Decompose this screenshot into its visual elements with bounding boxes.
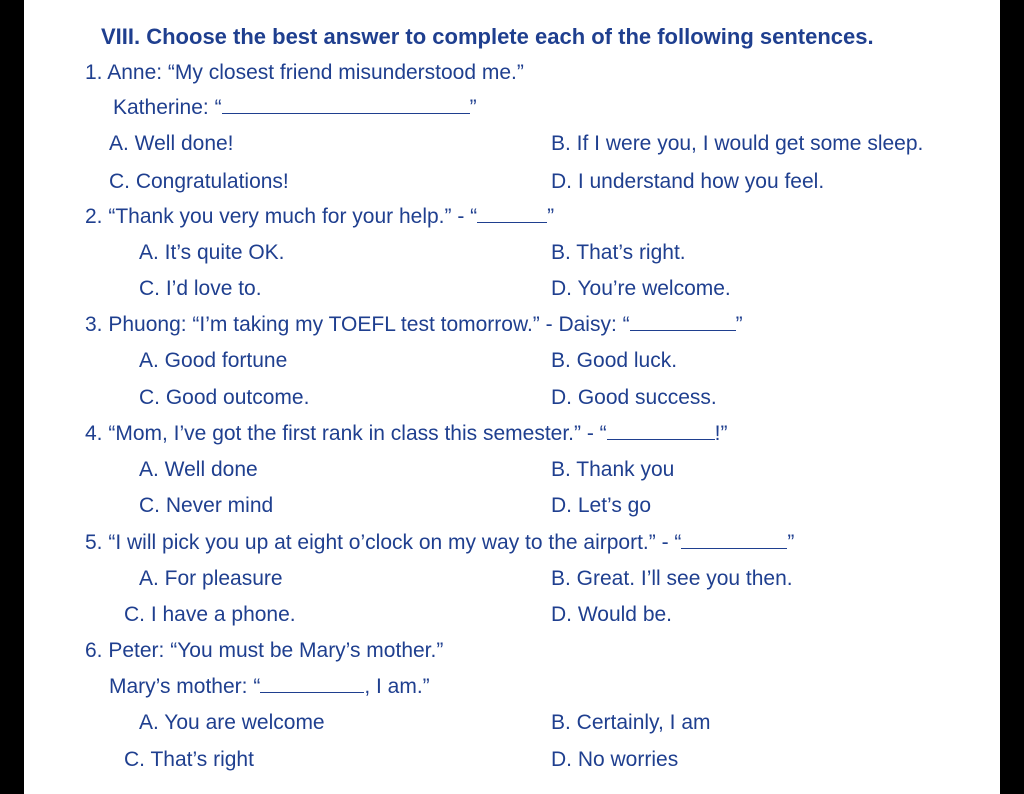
option-a: A. It’s quite OK. [139, 241, 285, 264]
question-number: 6. [85, 639, 103, 662]
option-b: B. That’s right. [551, 241, 686, 264]
question-number: 2. [85, 205, 103, 228]
prompt-suffix: ” [735, 313, 743, 336]
question-number: 3. [85, 313, 103, 336]
prompt-suffix: ” [547, 205, 555, 228]
option-d: D. I understand how you feel. [551, 170, 825, 193]
question-prompt: Peter: “You must be Mary’s mother.” [108, 639, 444, 662]
answer-blank [607, 421, 715, 440]
question-prompt: “Mom, I’ve got the first rank in class this semester.” - “ [108, 422, 607, 445]
option-d: D. You’re welcome. [551, 277, 731, 300]
option-d: D. Good success. [551, 386, 717, 409]
question-prompt: Phuong: “I’m taking my TOEFL test tomorrow.” - Daisy: “ [108, 313, 630, 336]
option-c: C. That’s right [124, 748, 254, 771]
question-3 [85, 312, 743, 338]
option-c: C. Never mind [139, 494, 274, 517]
option-c: C. Good outcome. [139, 386, 310, 409]
question-6 [85, 638, 443, 664]
question-2 [85, 204, 554, 230]
option-b: B. Thank you [551, 458, 675, 481]
question-5 [85, 530, 794, 556]
option-a: A. Well done [139, 458, 258, 481]
question-number: 1. [85, 61, 103, 84]
answer-blank [477, 204, 547, 223]
question-6-response [109, 674, 430, 700]
question-prompt: “I will pick you up at eight o’clock on my way to the airport.” - “ [108, 531, 682, 554]
option-b: B. Great. I’ll see you then. [551, 567, 793, 590]
answer-blank [681, 530, 787, 549]
option-b: B. If I were you, I would get some sleep. [551, 132, 924, 155]
question-number: 4. [85, 422, 103, 445]
worksheet-page [24, 0, 1000, 794]
response-suffix: , I am.” [364, 675, 430, 698]
answer-blank [260, 674, 364, 693]
question-number: 5. [85, 531, 103, 554]
prompt-suffix: !” [714, 422, 728, 445]
option-d: D. Let’s go [551, 494, 652, 517]
response-prefix: Katherine: “ [113, 96, 222, 119]
option-b: B. Good luck. [551, 349, 678, 372]
question-1 [85, 60, 524, 86]
prompt-suffix: ” [787, 531, 795, 554]
option-d: D. Would be. [551, 603, 673, 626]
option-a: A. Well done! [109, 132, 234, 155]
option-a: A. You are welcome [139, 711, 325, 734]
answer-blank [222, 95, 470, 114]
section-heading: VIII. Choose the best answer to complete each of the following sentences. [101, 24, 874, 49]
option-c: C. Congratulations! [109, 170, 289, 193]
question-4 [85, 421, 728, 447]
option-b: B. Certainly, I am [551, 711, 711, 734]
option-c: C. I have a phone. [124, 603, 296, 626]
question-prompt: “Thank you very much for your help.” - “ [108, 205, 478, 228]
question-prompt: Anne: “My closest friend misunderstood me.” [107, 61, 524, 84]
option-a: A. Good fortune [139, 349, 288, 372]
question-1-response [113, 95, 477, 121]
option-d: D. No worries [551, 748, 679, 771]
option-a: A. For pleasure [139, 567, 283, 590]
response-prefix: Mary’s mother: “ [109, 675, 261, 698]
option-c: C. I’d love to. [139, 277, 262, 300]
answer-blank [630, 312, 736, 331]
response-suffix: ” [469, 96, 477, 119]
